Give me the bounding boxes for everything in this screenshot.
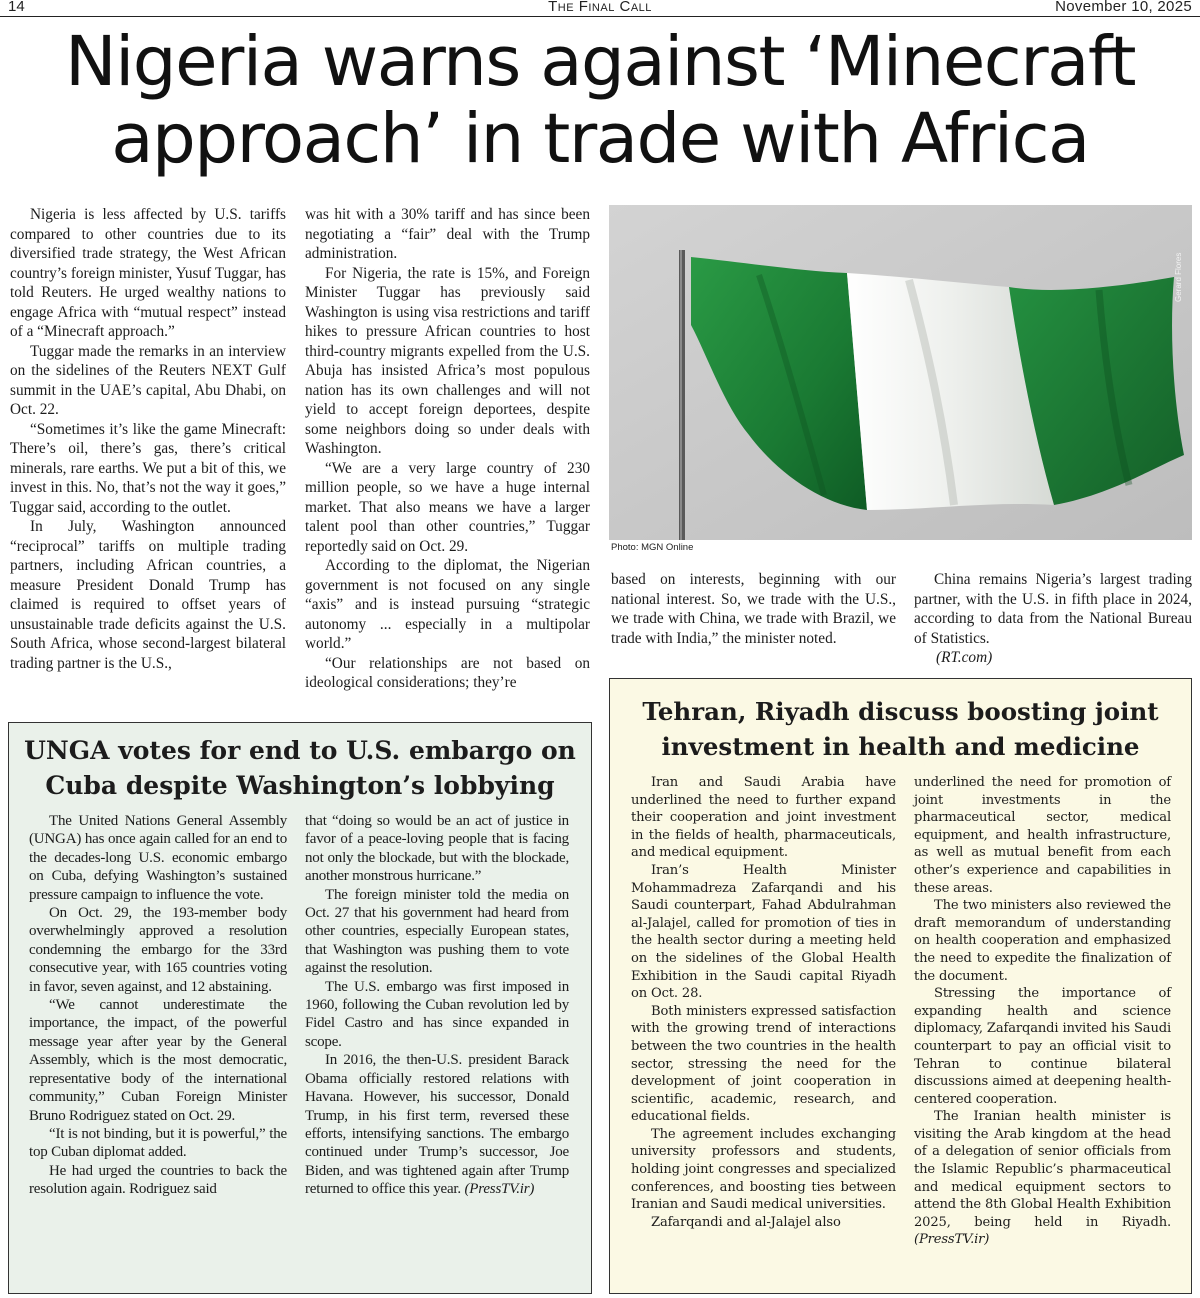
paragraph: Iran’s Health Minister Mohammadreza Zafarqandi and his Saudi counterpart, Fahad Abdulrahman al-Jalajel, called for promotion of ties in the health sector during a meeting held on the sidelines of the Global Health Exhibition in the Saudi capital Riyadh on Oct. 28. xyxy=(631,862,896,1002)
paragraph: Nigeria is less affected by U.S. tariffs compared to other countries due to its diversified trade strategy, the West African country’s foreign minister, Yusuf Tuggar, has told Reuters. He urged wealthy nations to engage Africa with “mutual respect” instead of a “Minecraft approach.” xyxy=(10,206,286,340)
photo-caption: Photo: MGN Online xyxy=(611,542,694,553)
paragraph: The agreement includes exchanging university professors and students, holding joint congresses and specialized conferences, and boosting ties between Iranian and Saudi medical universities. xyxy=(631,1126,896,1213)
paragraph: The U.S. embargo was first imposed in 1960, following the Cuban revolution led by Fidel Castro and has since expanded in scope. xyxy=(305,978,569,1050)
paragraph: For Nigeria, the rate is 15%, and Foreign Minister Tuggar has previously said Washington is using visa restrictions and tariff hikes to pressure African countries to host third-country migrants expelled from the U.S. Abuja has insisted Africa’s most populous nation has its own challenges and will not yield to accept foreign deportees, despite some neighbors doing so under deals with Washington. xyxy=(305,264,590,457)
paragraph: “It is not binding, but it is powerful,” the top Cuban diplomat added. xyxy=(29,1125,287,1161)
paragraph: was hit with a 30% tariff and has since been negotiating a “fair” deal with the Trump administration. xyxy=(305,206,590,262)
paragraph: He had urged the countries to back the resolution again. Rodriguez said xyxy=(29,1162,287,1198)
tehran-story-column-2 xyxy=(914,774,1171,1249)
paragraph: The foreign minister told the media on Oct. 27 that his government had heard from other countries, especially European states, that Washington was pushing them to vote against the resolution. xyxy=(305,886,569,977)
paragraph: In July, Washington announced “reciprocal” tariffs on multiple trading partners, including African countries, a measure President Donald Trump has claimed is required to offset years of unsustainable trade deficits against the U.S. South Africa, whose second-largest bilateral trading partner is the U.S., xyxy=(10,518,286,672)
publication-name: The Final Call xyxy=(548,0,652,15)
source-credit: (RT.com) xyxy=(936,649,993,666)
paragraph-text: The Iranian health minister is visiting the Arab kingdom at the head of a delegation of senior officials from the Islamic Republic’s pharmaceutical and medical equipment sectors to attend the 8th Global Health Exhibition 2025, being held in Riyadh. xyxy=(914,1109,1171,1230)
paragraph: underlined the need for promotion of joint investments in the pharmaceutical sector, medical equipment, and health infrastructure, as well as mutual benefit from each other’s experience and capabilities in these areas. xyxy=(914,775,1171,896)
flag-image xyxy=(609,205,1192,540)
paragraph: The United Nations General Assembly (UNGA) has once again called for an end to the decades-long U.S. economic embargo on Cuba, defying Washington’s sustained pressure campaign to influence the vote. xyxy=(29,813,287,903)
paragraph: that “doing so would be an act of justice in favor of a peace-loving people that is facing not only the blockade, but with the blockade, another monstrous hurricane.” xyxy=(305,813,569,885)
paragraph: China remains Nigeria’s largest trading partner, with the U.S. in fifth place in 2024, according to data from the National Bureau of Statistics. xyxy=(914,571,1192,647)
source-credit: (PressTV.ir) xyxy=(464,1181,535,1198)
paragraph: Tuggar made the remarks in an interview on the sidelines of the Reuters NEXT Gulf summit in the UAE’s capital, Abu Dhabi, on Oct. 22. xyxy=(10,342,286,418)
paragraph: Both ministers expressed satisfaction with the growing trend of interactions between the two countries in the health sector, stressing the need for the development of joint cooperation in scientific, academic, research, and educational fields. xyxy=(631,1003,896,1125)
paragraph: According to the diplomat, the Nigerian government is not focused on any single “axis” and is instead pursuing “strategic autonomy ... especially in a multipolar world.” xyxy=(305,557,590,652)
main-story-column-1 xyxy=(10,205,286,673)
paragraph: Iran and Saudi Arabia have underlined the need to further expand their cooperation and joint investment in the fields of health, pharmaceuticals, and medical equipment. xyxy=(631,775,896,861)
cuba-story-headline: UNGA votes for end to U.S. embargo on Cuba despite Washington’s lobbying xyxy=(24,736,576,800)
paragraph: Stressing the importance of expanding health and science diplomacy, Zafarqandi invited his Saudi counterpart to pay an official visit to Tehran to continue bilateral discussions aimed at deepening health-centered cooperation. xyxy=(914,986,1171,1107)
paragraph: “We cannot underestimate the importance, the impact, of the powerful message year after year by the General Assembly, which is the most democratic, representative body of the international community,” Cuban Foreign Minister Bruno Rodriguez stated on Oct. 29. xyxy=(29,997,287,1124)
cuba-story-column-2 xyxy=(305,812,569,1199)
main-story-column-4 xyxy=(914,570,1192,668)
issue-date: November 10, 2025 xyxy=(1055,0,1192,15)
nigeria-flag-photo xyxy=(609,205,1192,540)
cuba-story-column-1 xyxy=(29,812,287,1199)
paragraph: based on interests, beginning with our national interest. So, we trade with the U.S., we trade with China, we trade with Brazil, we trade with India,” the minister noted. xyxy=(611,571,896,647)
main-story-column-3 xyxy=(611,570,896,648)
tehran-story-column-1 xyxy=(631,774,896,1231)
main-headline: Nigeria warns against ‘Minecraft approach’ in trade with Africa xyxy=(64,22,1135,179)
page-number: 14 xyxy=(8,0,25,15)
paragraph: The two ministers also reviewed the draft memorandum of understanding on health cooperation and emphasized the need to expedite the finalization of the document. xyxy=(914,898,1171,984)
paragraph: On Oct. 29, the 193-member body overwhelmingly approved a resolution condemning the embargo for the 33rd consecutive year, with 165 countries voting in favor, seven against, and 12 abstaining. xyxy=(29,905,287,995)
paragraph: “Sometimes it’s like the game Minecraft: There’s oil, there’s gas, there’s critical minerals, rare earths. We put a bit of this, we invest in this. No, that’s not the way it goes,” Tuggar said, according to the outlet. xyxy=(10,420,286,516)
paragraph xyxy=(305,1051,569,1198)
tehran-story-headline: Tehran, Riyadh discuss boosting joint investment in health and medicine xyxy=(642,697,1159,761)
paragraph xyxy=(914,1108,1171,1249)
paragraph: “Our relationships are not based on ideological considerations; they’re xyxy=(305,654,590,691)
paragraph: “We are a very large country of 230 million people, so we have a huge internal market. That also means we have a larger talent pool than other countries,” Tuggar reportedly said on Oct. 29. xyxy=(305,459,590,555)
source-credit: (PressTV.ir) xyxy=(914,1232,990,1248)
paragraph: Zafarqandi and al-Jalajel also xyxy=(651,1214,841,1230)
photographer-credit: Gerard Flores xyxy=(1174,252,1183,302)
paragraph-text: In 2016, the then-U.S. president Barack Obama officially restored relations with Havana. However, his successor, Donald Trump, in his first term, reversed these efforts, intensifying sanctions. The embargo continued under Trump’s successor, Joe Biden, and was tightened again after Trump returned to office this year. xyxy=(305,1052,569,1198)
page-header xyxy=(0,0,1200,17)
main-story-column-2 xyxy=(305,205,590,693)
